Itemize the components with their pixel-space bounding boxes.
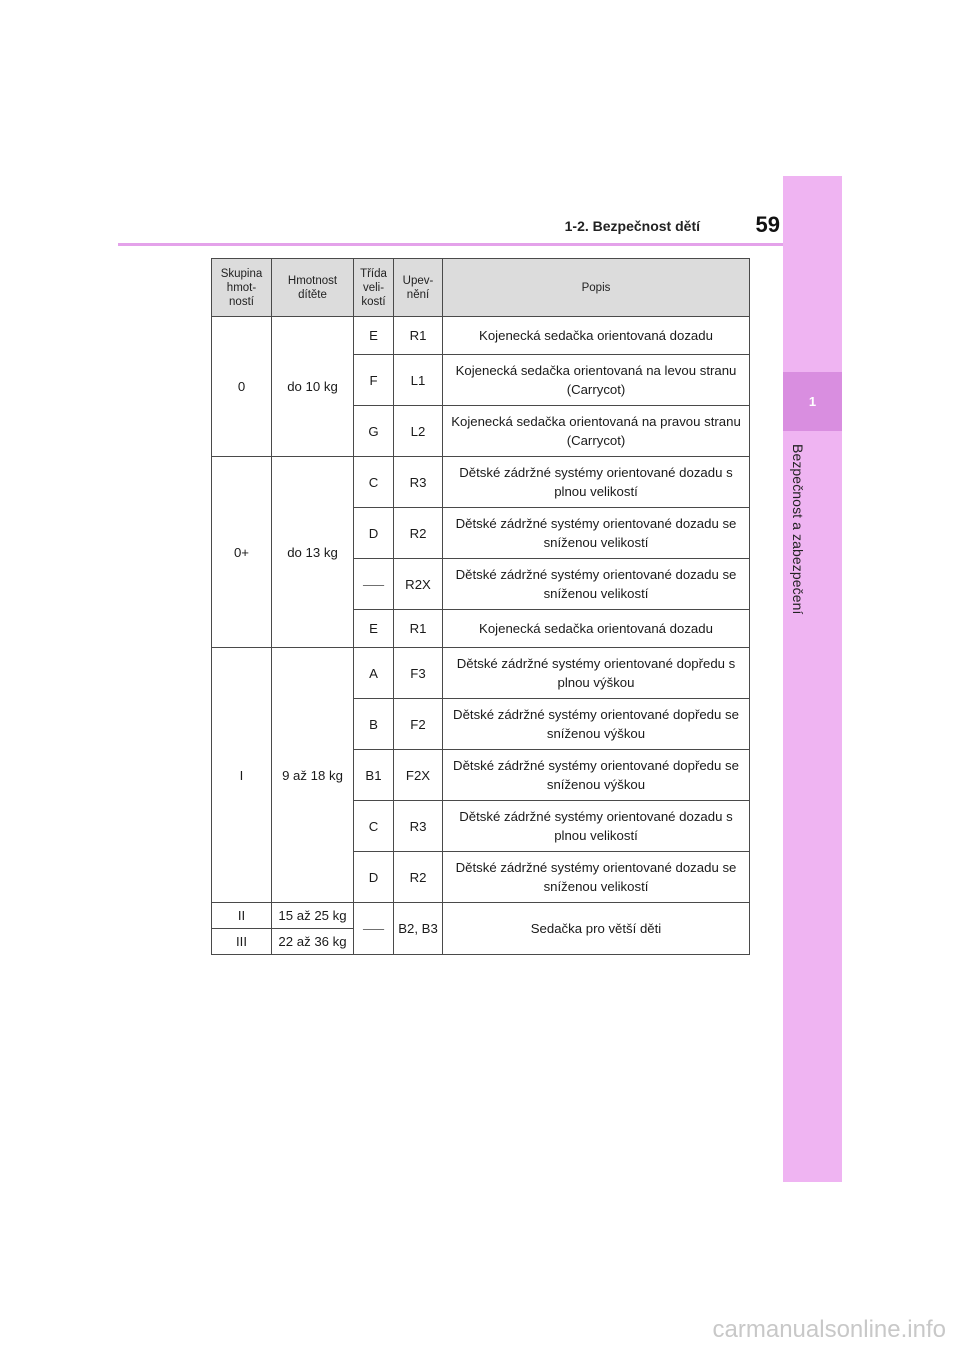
cell-weight: do 10 kg bbox=[272, 317, 354, 457]
cell-description: Dětské zádržné systémy orientované dozadu se sníženou velikostí bbox=[443, 508, 750, 559]
cell-description: Dětské zádržné systémy orientované dozadu s plnou velikostí bbox=[443, 457, 750, 508]
cell-fixture: B2, B3 bbox=[394, 903, 443, 955]
cell-fixture: R1 bbox=[394, 610, 443, 648]
cell-fixture: R1 bbox=[394, 317, 443, 355]
cell-size-class: B1 bbox=[354, 750, 394, 801]
cell-fixture: R2 bbox=[394, 508, 443, 559]
cell-description: Dětské zádržné systémy orientované dozadu se sníženou velikostí bbox=[443, 559, 750, 610]
cell-fixture: F2 bbox=[394, 699, 443, 750]
cell-size-class: D bbox=[354, 508, 394, 559]
cell-size-class: F bbox=[354, 355, 394, 406]
cell-size-class: B bbox=[354, 699, 394, 750]
header-fixture: Upev-nění bbox=[394, 259, 443, 317]
cell-weight: 9 až 18 kg bbox=[272, 648, 354, 903]
header-weight-group: Skupina hmot-ností bbox=[212, 259, 272, 317]
header-size-class: Třída veli-kostí bbox=[354, 259, 394, 317]
cell-size-class: ⸺ bbox=[354, 559, 394, 610]
section-title: 1-2. Bezpečnost dětí bbox=[564, 218, 700, 234]
cell-size-class: G bbox=[354, 406, 394, 457]
child-seat-table bbox=[211, 258, 750, 955]
cell-description: Kojenecká sedačka orientovaná dozadu bbox=[443, 317, 750, 355]
header-description: Popis bbox=[443, 259, 750, 317]
cell-weight: 15 až 25 kg bbox=[272, 903, 354, 929]
chapter-side-tab bbox=[783, 176, 842, 1182]
header-child-weight: Hmotnost dítěte bbox=[272, 259, 354, 317]
cell-size-class: ⸺ bbox=[354, 903, 394, 955]
cell-fixture: R2 bbox=[394, 852, 443, 903]
header-rule bbox=[118, 243, 783, 246]
cell-description: Sedačka pro větší děti bbox=[443, 903, 750, 955]
cell-weight: do 13 kg bbox=[272, 457, 354, 648]
cell-size-class: E bbox=[354, 317, 394, 355]
cell-fixture: F3 bbox=[394, 648, 443, 699]
table-row bbox=[212, 903, 750, 929]
page-number: 59 bbox=[755, 212, 780, 237]
cell-size-class: C bbox=[354, 801, 394, 852]
cell-fixture: R3 bbox=[394, 801, 443, 852]
cell-fixture: R3 bbox=[394, 457, 443, 508]
chapter-title: Bezpečnost a zabezpečení bbox=[790, 444, 806, 615]
chapter-number: 1 bbox=[783, 372, 842, 431]
table-row bbox=[212, 648, 750, 699]
cell-description: Kojenecká sedačka orientovaná dozadu bbox=[443, 610, 750, 648]
cell-group: III bbox=[212, 929, 272, 955]
cell-fixture: R2X bbox=[394, 559, 443, 610]
cell-size-class: D bbox=[354, 852, 394, 903]
cell-description: Dětské zádržné systémy orientované dozadu s plnou velikostí bbox=[443, 801, 750, 852]
cell-fixture: L1 bbox=[394, 355, 443, 406]
table-row bbox=[212, 457, 750, 508]
cell-group: 0+ bbox=[212, 457, 272, 648]
cell-group: 0 bbox=[212, 317, 272, 457]
table-header-row bbox=[212, 259, 750, 317]
cell-description: Dětské zádržné systémy orientované dozadu se sníženou velikostí bbox=[443, 852, 750, 903]
cell-size-class: A bbox=[354, 648, 394, 699]
cell-description: Dětské zádržné systémy orientované dopředu se sníženou výškou bbox=[443, 750, 750, 801]
cell-description: Dětské zádržné systémy orientované dopředu s plnou výškou bbox=[443, 648, 750, 699]
cell-fixture: F2X bbox=[394, 750, 443, 801]
cell-description: Kojenecká sedačka orientovaná na pravou stranu (Carrycot) bbox=[443, 406, 750, 457]
cell-group: I bbox=[212, 648, 272, 903]
footer-watermark: carmanualsonline.info bbox=[712, 1316, 946, 1343]
cell-group: II bbox=[212, 903, 272, 929]
cell-fixture: L2 bbox=[394, 406, 443, 457]
table-row bbox=[212, 317, 750, 355]
cell-weight: 22 až 36 kg bbox=[272, 929, 354, 955]
cell-description: Kojenecká sedačka orientovaná na levou stranu (Carrycot) bbox=[443, 355, 750, 406]
cell-description: Dětské zádržné systémy orientované dopředu se sníženou výškou bbox=[443, 699, 750, 750]
cell-size-class: C bbox=[354, 457, 394, 508]
cell-size-class: E bbox=[354, 610, 394, 648]
